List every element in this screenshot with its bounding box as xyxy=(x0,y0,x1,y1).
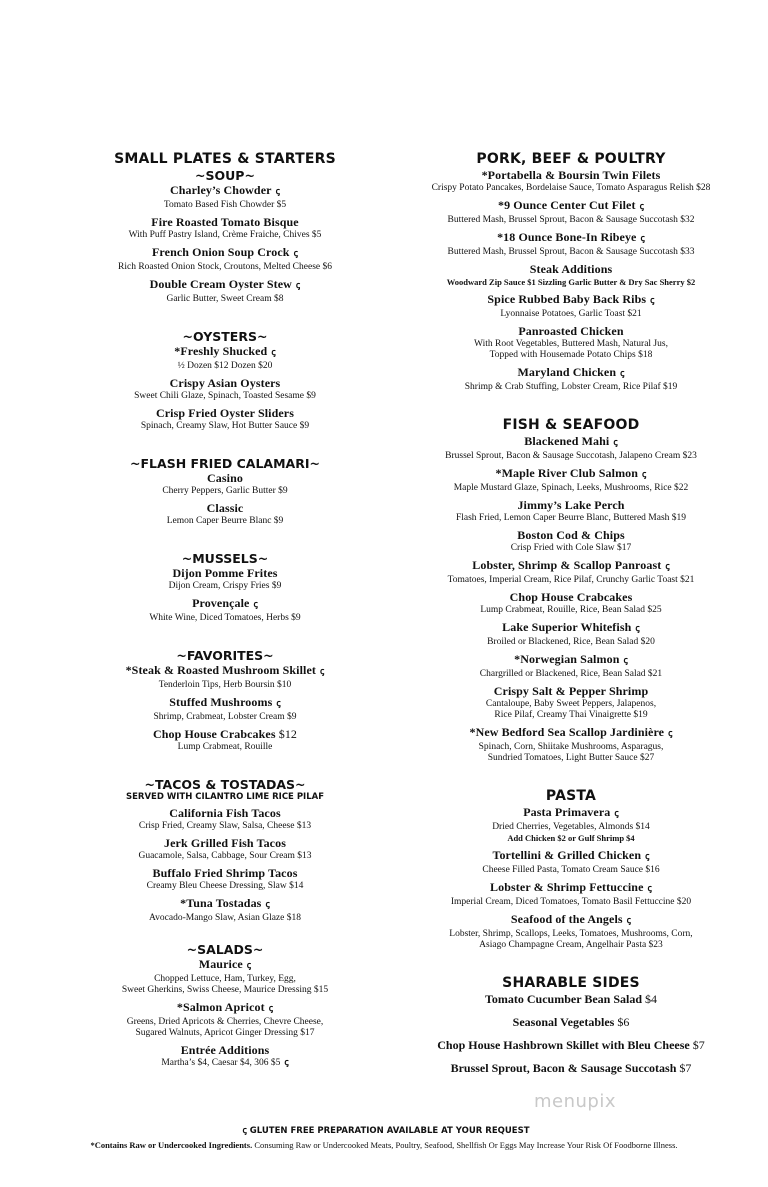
item-desc: Chargrilled or Blackened, Rice, Bean Salad $21 xyxy=(479,669,663,679)
menu-item xyxy=(396,880,746,908)
item-desc: Dijon Cream, Crispy Fries $9 xyxy=(168,581,282,591)
item-name: *Salmon Apricot xyxy=(176,1000,265,1014)
right-column xyxy=(396,151,746,1084)
menu-item xyxy=(396,725,746,764)
item-desc: Topped with Housemade Potato Chips $18 xyxy=(489,350,653,360)
gluten-free-icon: ꞔ xyxy=(650,296,655,306)
item-name: Tomato Cucumber Bean Salad xyxy=(484,992,643,1006)
item-desc: Spinach, Corn, Shiitake Mushrooms, Asparagus, xyxy=(478,742,664,752)
raw-warning-bold: *Contains Raw or Undercooked Ingredients. xyxy=(90,1140,253,1150)
item-name: Lobster & Shrimp Fettuccine xyxy=(490,880,644,894)
item-desc: Sweet Gherkins, Swiss Cheese, Maurice Dressing $15 xyxy=(121,985,329,995)
item-name: Maryland Chicken xyxy=(517,365,617,379)
item-desc: White Wine, Diced Tomatoes, Herbs $9 xyxy=(149,613,301,623)
item-name: Steak Additions xyxy=(529,262,613,276)
menu-item xyxy=(64,376,386,402)
item-name: Buffalo Fried Shrimp Tacos xyxy=(152,866,298,880)
gluten-free-icon: ꞔ xyxy=(275,187,280,197)
item-desc: Broiled or Blackened, Rice, Bean Salad $20 xyxy=(487,637,655,647)
gluten-free-icon: ꞔ xyxy=(253,600,258,610)
item-name: Classic xyxy=(206,501,244,515)
item-desc: Buttered Mash, Brussel Sprout, Bacon & Sausage Succotash $32 xyxy=(447,215,695,225)
menu-item xyxy=(396,292,746,320)
item-price: $4 xyxy=(645,992,658,1006)
item-desc: Tenderloin Tips, Herb Boursin $10 xyxy=(158,680,292,690)
item-desc: Creamy Bleu Cheese Dressing, Slaw $14 xyxy=(146,881,304,891)
item-desc: Cheese Filled Pasta, Tomato Cream Sauce $16 xyxy=(482,865,660,875)
gluten-free-icon: ꞔ xyxy=(614,809,619,819)
soup-title: ~SOUP~ xyxy=(195,168,255,183)
menu-item xyxy=(396,558,746,586)
item-desc: Martha’s $4, Caesar $4, 306 $5 xyxy=(161,1058,281,1068)
menu-item xyxy=(396,498,746,524)
item-name: Crispy Salt & Pepper Shrimp xyxy=(493,684,649,698)
item-price: $7 xyxy=(692,1038,705,1052)
menu-item xyxy=(64,1043,386,1069)
item-name: *Tuna Tostadas xyxy=(180,896,262,910)
gluten-free-icon: ꞔ xyxy=(320,667,325,677)
side-item xyxy=(396,1015,746,1030)
item-name: *Freshly Shucked xyxy=(174,344,268,358)
menu-item xyxy=(396,365,746,393)
item-desc: With Puff Pastry Island, Crème Fraiche, Chives $5 xyxy=(128,230,322,240)
menu-item xyxy=(396,528,746,554)
gluten-free-icon: ꞔ xyxy=(626,916,632,926)
calamari-title: ~FLASH FRIED CALAMARI~ xyxy=(130,456,320,471)
item-price: $12 xyxy=(278,727,298,741)
item-desc: Lump Crabmeat, Rouille, Rice, Bean Salad $25 xyxy=(480,605,662,615)
item-extra: Add Chicken $2 or Gulf Shrimp $4 xyxy=(507,833,635,843)
side-item xyxy=(396,1061,746,1076)
tacos-note: SERVED WITH CILANTRO LIME RICE PILAF xyxy=(125,792,325,802)
fish-title: FISH & SEAFOOD xyxy=(502,417,640,433)
menu-item xyxy=(396,912,746,951)
menu-item xyxy=(396,262,746,288)
menu-item xyxy=(64,663,386,691)
menu-item xyxy=(396,805,746,844)
item-name: *Steak & Roasted Mushroom Skillet xyxy=(125,663,316,677)
item-desc: Avocado-Mango Slaw, Asian Glaze $18 xyxy=(149,913,301,923)
menu-item xyxy=(64,183,386,211)
item-desc: Greens, Dried Apricots & Cherries, Chevre Cheese, xyxy=(126,1017,324,1027)
menu-item xyxy=(396,168,746,194)
item-desc: Maple Mustard Glaze, Spinach, Leeks, Mushrooms, Rice $22 xyxy=(453,483,689,493)
item-name: *9 Ounce Center Cut Filet xyxy=(497,198,636,212)
pasta-title: PASTA xyxy=(545,788,597,804)
item-name: *Maple River Club Salmon xyxy=(495,466,639,480)
menu-item xyxy=(396,684,746,721)
menu-item xyxy=(64,471,386,497)
item-name: Blackened Mahi xyxy=(524,434,610,448)
gluten-free-icon: ꞔ xyxy=(293,249,298,259)
menu-item xyxy=(64,1000,386,1039)
menu-item xyxy=(64,566,386,592)
item-name: Charley’s Chowder xyxy=(169,183,272,197)
item-name: Chop House Crabcakes xyxy=(509,590,633,604)
gluten-free-icon: ꞔ xyxy=(276,699,281,709)
item-desc: Garlic Butter, Sweet Cream $8 xyxy=(166,294,284,304)
item-name: Seasonal Vegetables xyxy=(512,1015,615,1029)
side-item xyxy=(396,992,746,1007)
menu-item xyxy=(64,695,386,723)
item-name: California Fish Tacos xyxy=(169,806,281,820)
menu-item xyxy=(64,344,386,372)
item-price: $6 xyxy=(617,1015,630,1029)
item-desc: With Root Vegetables, Buttered Mash, Natural Jus, xyxy=(474,339,668,349)
item-desc: Cherry Peppers, Garlic Butter $9 xyxy=(162,486,288,496)
item-desc: Rich Roasted Onion Stock, Croutons, Melted Cheese $6 xyxy=(118,262,332,272)
gluten-free-icon: ꞔ xyxy=(246,961,252,971)
item-name: Maurice xyxy=(198,957,243,971)
item-desc: Shrimp & Crab Stuffing, Lobster Cream, Rice Pilaf $19 xyxy=(464,382,678,392)
menu-item xyxy=(396,620,746,648)
menu-item xyxy=(64,277,386,305)
sides-title: SHARABLE SIDES xyxy=(502,975,640,991)
item-desc: Crisp Fried with Cole Slaw $17 xyxy=(510,543,632,553)
item-desc: Shrimp, Crabmeat, Lobster Cream $9 xyxy=(153,712,297,722)
item-name: Boston Cod & Chips xyxy=(517,528,625,542)
gluten-free-icon: ꞔ xyxy=(613,438,618,448)
menu-item xyxy=(396,434,746,462)
menu-item xyxy=(64,957,386,996)
item-desc: Guacamole, Salsa, Cabbage, Sour Cream $13 xyxy=(138,851,312,861)
item-name: *Portabella & Boursin Twin Filets xyxy=(481,168,661,182)
item-name: Tortellini & Grilled Chicken xyxy=(492,848,642,862)
item-name: *18 Ounce Bone-In Ribeye xyxy=(497,230,637,244)
item-name: Panroasted Chicken xyxy=(518,324,624,338)
favorites-title: ~FAVORITES~ xyxy=(176,648,274,663)
gluten-free-icon: ꞔ xyxy=(639,202,644,212)
item-desc: Tomatoes, Imperial Cream, Rice Pilaf, Crunchy Garlic Toast $21 xyxy=(447,575,695,585)
menu-item xyxy=(64,806,386,832)
item-price: $7 xyxy=(679,1061,692,1075)
item-desc: Chopped Lettuce, Ham, Turkey, Egg, xyxy=(154,974,296,984)
item-name: French Onion Soup Crock xyxy=(152,245,290,259)
item-desc: ½ Dozen $12 Dozen $20 xyxy=(177,361,273,371)
item-name: Stuffed Mushrooms xyxy=(169,695,273,709)
item-desc: Woodward Zip Sauce $1 Sizzling Garlic Butter & Dry Sac Sherry $2 xyxy=(446,277,696,287)
item-name: Dijon Pomme Frites xyxy=(172,566,278,580)
starters-title: SMALL PLATES & STARTERS xyxy=(114,151,336,167)
gluten-free-icon: ꞔ xyxy=(242,1126,247,1136)
item-desc: Buttered Mash, Brussel Sprout, Bacon & Sausage Succotash $33 xyxy=(447,247,695,257)
item-name: Chop House Hashbrown Skillet with Bleu Cheese xyxy=(437,1038,690,1052)
menu-item xyxy=(64,215,386,241)
item-name: Provençale xyxy=(192,596,250,610)
gluten-free-notice xyxy=(0,1123,768,1136)
item-name: Double Cream Oyster Stew xyxy=(149,277,292,291)
item-name: Jerk Grilled Fish Tacos xyxy=(164,836,286,850)
menu-item xyxy=(396,590,746,616)
gluten-free-icon: ꞔ xyxy=(647,884,652,894)
menu-item xyxy=(64,596,386,624)
gluten-free-icon: ꞔ xyxy=(271,348,276,358)
item-desc: Rice Pilaf, Creamy Thai Vinaigrette $19 xyxy=(494,710,648,720)
menu-item xyxy=(396,848,746,876)
item-desc: Sundried Tomatoes, Light Butter Sauce $27 xyxy=(487,753,655,763)
gluten-free-icon: ꞔ xyxy=(268,1004,274,1014)
item-desc: Spinach, Creamy Slaw, Hot Butter Sauce $9 xyxy=(140,421,310,431)
item-name: Seafood of the Angels xyxy=(510,912,623,926)
item-desc: Imperial Cream, Diced Tomatoes, Tomato Basil Fettuccine $20 xyxy=(450,897,692,907)
item-desc: Lump Crabmeat, Rouille xyxy=(177,742,273,752)
item-name: Pasta Primavera xyxy=(523,805,611,819)
gluten-free-icon: ꞔ xyxy=(642,470,647,480)
menu-item xyxy=(396,230,746,258)
menu-item xyxy=(396,198,746,226)
item-name: Spice Rubbed Baby Back Ribs xyxy=(487,292,647,306)
item-name: Jimmy’s Lake Perch xyxy=(517,498,625,512)
pork-title: PORK, BEEF & POULTRY xyxy=(476,151,666,167)
item-name: Brussel Sprout, Bacon & Sausage Succotash xyxy=(450,1061,677,1075)
item-name: Fire Roasted Tomato Bisque xyxy=(151,215,299,229)
item-name: Lake Superior Whitefish xyxy=(502,620,632,634)
tacos-title: ~TACOS & TOSTADAS~ xyxy=(144,777,306,792)
item-desc: Sweet Chili Glaze, Spinach, Toasted Sesame $9 xyxy=(134,391,316,401)
item-name: *Norwegian Salmon xyxy=(514,652,620,666)
item-name: Lobster, Shrimp & Scallop Panroast xyxy=(472,558,662,572)
raw-warning xyxy=(0,1140,768,1150)
oysters-title: ~OYSTERS~ xyxy=(182,329,268,344)
gluten-free-icon: ꞔ xyxy=(668,729,673,739)
menu-item xyxy=(64,406,386,432)
item-desc: Dried Cherries, Vegetables, Almonds $14 xyxy=(492,822,650,832)
menu-item xyxy=(64,245,386,273)
gluten-free-icon: ꞔ xyxy=(295,281,301,291)
item-name: Casino xyxy=(207,471,243,485)
gluten-free-text: GLUTEN FREE PREPARATION AVAILABLE AT YOUR REQUEST xyxy=(249,1126,530,1136)
item-name: Chop House Crabcakes xyxy=(152,727,276,741)
menu-item xyxy=(396,324,746,361)
item-desc: Lemon Caper Beurre Blanc $9 xyxy=(166,516,284,526)
mussels-title: ~MUSSELS~ xyxy=(181,551,269,566)
item-desc: Brussel Sprout, Bacon & Sausage Succotash, Jalapeno Cream $23 xyxy=(445,451,697,461)
menu-item xyxy=(64,866,386,892)
item-desc: Lyonnaise Potatoes, Garlic Toast $21 xyxy=(500,309,642,319)
gluten-free-icon: ꞔ xyxy=(640,234,645,244)
item-desc: Asiago Champagne Cream, Angelhair Pasta $23 xyxy=(479,940,663,950)
menu-item xyxy=(64,836,386,862)
menu-item xyxy=(396,466,746,494)
side-item xyxy=(396,1038,746,1053)
gluten-free-icon: ꞔ xyxy=(665,562,670,572)
watermark: menupix xyxy=(534,1091,617,1112)
item-name: Entrée Additions xyxy=(180,1043,270,1057)
salads-title: ~SALADS~ xyxy=(186,942,264,957)
gluten-free-icon: ꞔ xyxy=(265,900,270,910)
item-desc: Cantaloupe, Baby Sweet Peppers, Jalapenos, xyxy=(485,699,657,709)
item-desc: Crispy Potato Pancakes, Bordelaise Sauce, Tomato Asparagus Relish $28 xyxy=(431,183,711,193)
item-name: Crispy Asian Oysters xyxy=(169,376,281,390)
gluten-free-icon: ꞔ xyxy=(623,656,628,666)
item-desc: Flash Fried, Lemon Caper Beurre Blanc, Buttered Mash $19 xyxy=(455,513,687,523)
item-name: Crisp Fried Oyster Sliders xyxy=(155,406,295,420)
gluten-free-icon: ꞔ xyxy=(645,852,650,862)
item-desc: Crisp Fried, Creamy Slaw, Salsa, Cheese $13 xyxy=(138,821,312,831)
raw-warning-text: Consuming Raw or Undercooked Meats, Poultry, Seafood, Shellfish Or Eggs May Increase Your Risk Of Foodborne Illness. xyxy=(254,1140,678,1150)
menu-item xyxy=(64,501,386,527)
left-column xyxy=(64,151,386,1073)
gluten-free-icon: ꞔ xyxy=(635,624,640,634)
menu-item xyxy=(396,652,746,680)
item-name: *New Bedford Sea Scallop Jardinière xyxy=(469,725,665,739)
gluten-free-icon: ꞔ xyxy=(620,369,625,379)
item-desc: Tomato Based Fish Chowder $5 xyxy=(163,200,287,210)
menu-item xyxy=(64,727,386,753)
menu-item xyxy=(64,896,386,924)
item-desc: Lobster, Shrimp, Scallops, Leeks, Tomatoes, Mushrooms, Corn, xyxy=(449,929,693,939)
gluten-free-icon: ꞔ xyxy=(284,1058,289,1068)
item-desc: Sugared Walnuts, Apricot Ginger Dressing $17 xyxy=(135,1028,315,1038)
